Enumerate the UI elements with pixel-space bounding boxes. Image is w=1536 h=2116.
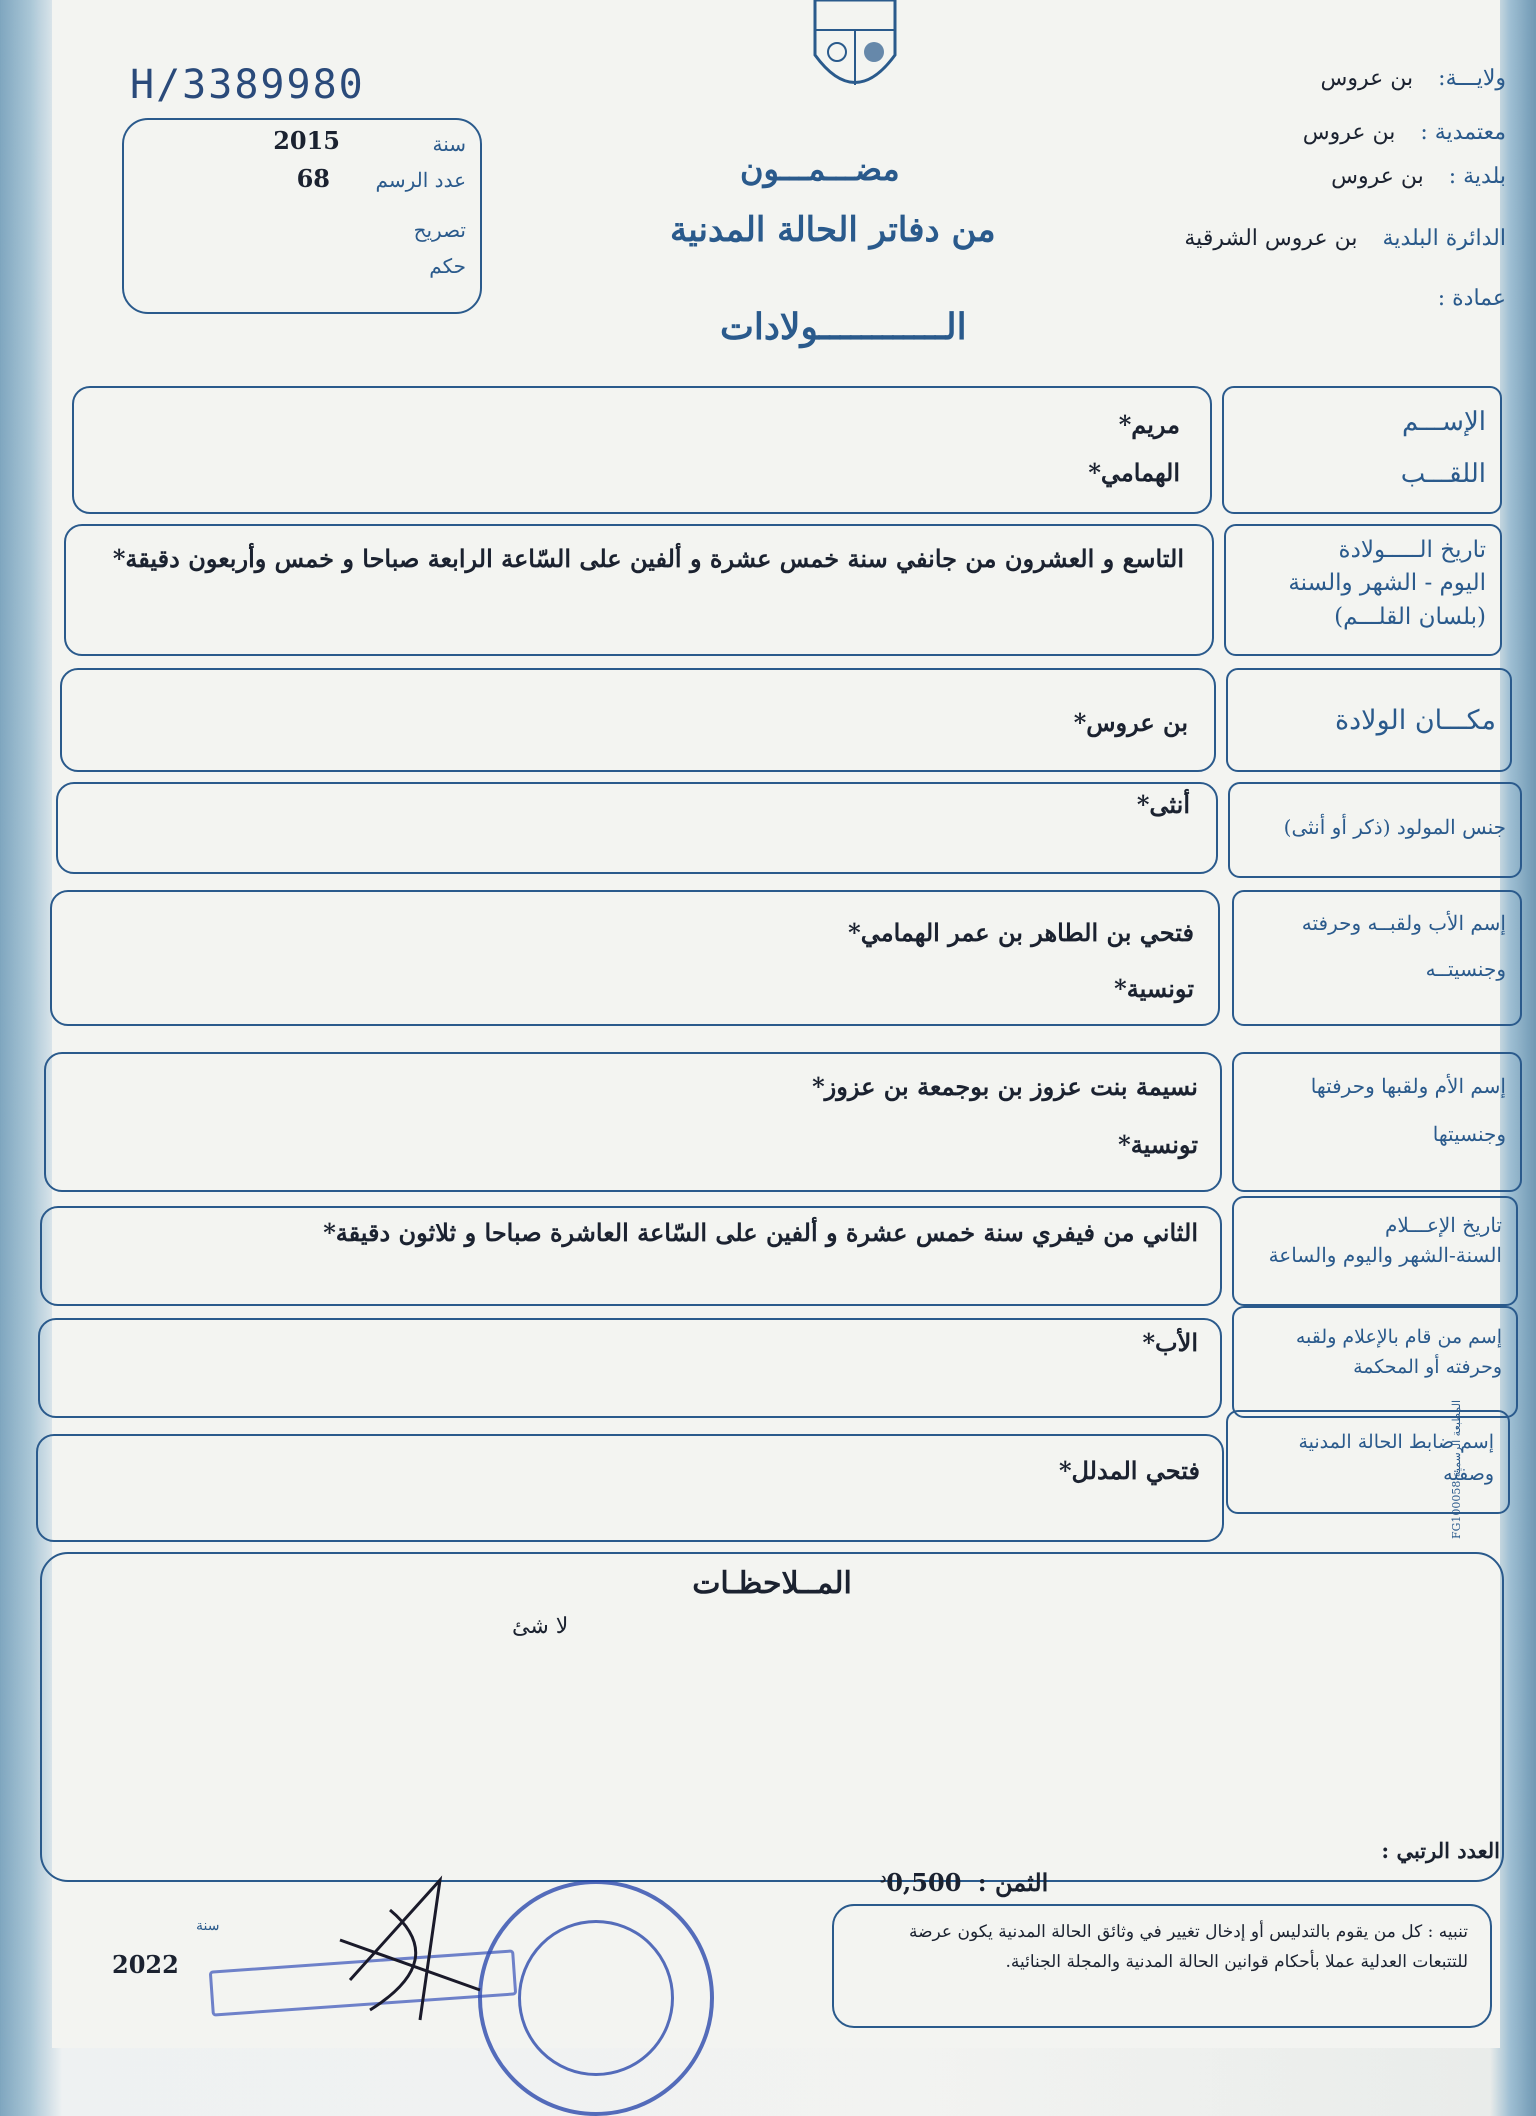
omda-line — [1420, 286, 1506, 311]
record-number-value: 68 — [296, 164, 330, 193]
sex-label-box — [1228, 782, 1522, 878]
birth-date-label-box — [1224, 524, 1502, 656]
officer-label: إسم ضابط الحالة المدنية — [1298, 1431, 1494, 1453]
birth-date-value-box — [64, 524, 1214, 656]
municipality-line — [1331, 164, 1506, 189]
declarant-label: إسم من قام بالإعلام ولقبه — [1295, 1326, 1502, 1348]
remarks-title: المــلاحظـات — [692, 1566, 852, 1601]
sex-label: جنس المولود (ذكر أو أنثى) — [1283, 815, 1506, 839]
declaration-date-value-box — [40, 1206, 1222, 1306]
mother-label-box — [1232, 1052, 1522, 1192]
declaration-date-label-box — [1232, 1196, 1518, 1306]
declarant-value: الأب* — [1142, 1328, 1198, 1357]
declaration-date-label: تاريخ الإعـــلام — [1385, 1213, 1502, 1237]
delegation-line — [1303, 120, 1506, 145]
printer-code: المطبعة الرسمية FG100058 — [1450, 1400, 1463, 1539]
surname-label: اللقـــب — [1400, 459, 1486, 489]
record-number-label: عدد الرسم — [375, 168, 466, 192]
remarks-value: لا شئ — [512, 1614, 569, 1639]
declarant-sublabel: وحرفته أو المحكمة — [1353, 1356, 1502, 1379]
delegation-value: بن عروس — [1302, 120, 1396, 145]
first-name-value: مريم* — [1118, 410, 1180, 439]
footer-year-label: سنة — [196, 1918, 220, 1934]
declaration-label: تصريح — [413, 218, 466, 242]
officer-value: فتحي المدلل* — [1058, 1456, 1200, 1485]
declaration-date-sublabel: السنة-الشهر واليوم والساعة — [1268, 1243, 1502, 1267]
municipality-value: بن عروس — [1331, 164, 1424, 189]
mother-label-nationality: وجنسيتها — [1432, 1122, 1506, 1146]
document-title: مضـــمـــون — [740, 150, 900, 188]
birth-place-value-box — [60, 668, 1216, 772]
name-label-box — [1222, 386, 1502, 514]
officer-label-box — [1226, 1410, 1510, 1514]
birth-place-label: مكـــان الولادة — [1335, 705, 1496, 736]
declaration-date-value: الثاني من فيفري سنة خمس عشرة و ألفين على السّاعة العاشرة صباحا و ثلاثون دقيقة* — [323, 1218, 1198, 1247]
mother-name-value: نسيمة بنت عزوز بن بوجمعة بن عزوز* — [812, 1072, 1198, 1101]
price-value: 0,500 — [886, 1868, 962, 1897]
municipality-label: بلدية : — [1448, 164, 1506, 189]
birth-date-label: تاريخ الـــــولادة — [1338, 537, 1486, 563]
district-line — [1184, 226, 1506, 251]
document-subtitle: من دفاتر الحالة المدنية — [670, 210, 996, 250]
state-value: بن عروس — [1320, 66, 1414, 91]
legal-warning: تنبيه : كل من يقوم بالتدليس أو إدخال تغيير في وثائق الحالة المدنية يكون عرضة للتتبعات العدلية عملا بأحكام قوانين الحالة المدنية والمجلة الجنائية. — [909, 1922, 1468, 1972]
district-label: الدائرة البلدية — [1382, 226, 1506, 251]
state-line — [1321, 66, 1506, 91]
delegation-label: معتمدية : — [1420, 120, 1506, 145]
registry-box — [122, 118, 482, 314]
mother-nationality-value: تونسية* — [1118, 1130, 1198, 1159]
price-line — [880, 1868, 1048, 1897]
footer-year-value: 2022 — [112, 1950, 179, 1979]
price-unit: د — [880, 1870, 887, 1886]
legal-warning-box — [832, 1904, 1492, 2028]
officer-value-box — [36, 1434, 1224, 1542]
serial-order-label: العدد الرتبي : — [1381, 1838, 1500, 1863]
birth-place-value: بن عروس* — [1073, 708, 1188, 737]
birth-date-sublabel2: (بلسان القلـــم) — [1334, 603, 1486, 630]
declarant-value-box — [38, 1318, 1222, 1418]
mother-label: إسم الأم ولقبها وحرفتها — [1310, 1074, 1506, 1098]
year-value: 2015 — [273, 126, 340, 155]
officer-sublabel: وصفته — [1443, 1463, 1494, 1486]
name-value-box — [72, 386, 1212, 514]
section-title: الــــــــــــولادات — [720, 306, 967, 348]
father-nationality-value: تونسية* — [1114, 974, 1194, 1003]
omda-label: عمادة : — [1437, 286, 1506, 311]
ministry-stamp-icon — [478, 1880, 714, 2116]
father-name-value: فتحي بن الطاهر بن عمر الهمامي* — [848, 918, 1194, 947]
birth-place-label-box — [1226, 668, 1512, 772]
serial-number: H/3389980 — [130, 62, 365, 108]
declarant-label-box — [1232, 1306, 1518, 1418]
district-value: بن عروس الشرقية — [1184, 226, 1358, 251]
father-label-nationality: وجنسيتــه — [1425, 957, 1506, 981]
judgment-label: حكم — [429, 254, 466, 278]
price-label: الثمن : — [977, 1868, 1049, 1897]
sex-value-box — [56, 782, 1218, 874]
year-label: سنة — [432, 132, 466, 156]
remarks-box — [40, 1552, 1504, 1882]
birth-date-value: التاسع و العشرون من جانفي سنة خمس عشرة و ألفين على السّاعة الرابعة صباحا و خمس وأربعون دقيقة* — [112, 544, 1184, 573]
signature-icon — [330, 1870, 490, 2030]
surname-value: الهمامي* — [1088, 458, 1180, 487]
birth-date-sublabel: اليوم - الشهر والسنة — [1288, 570, 1486, 597]
coat-of-arms-icon — [810, 0, 900, 100]
first-name-label: الإســـم — [1402, 407, 1486, 437]
sex-value: أنثى* — [1136, 790, 1190, 819]
mother-value-box — [44, 1052, 1222, 1192]
father-label-box — [1232, 890, 1522, 1026]
state-label: ولايـــة: — [1438, 66, 1506, 91]
father-value-box — [50, 890, 1220, 1026]
father-label: إسم الأب ولقبــه وحرفته — [1301, 911, 1506, 935]
